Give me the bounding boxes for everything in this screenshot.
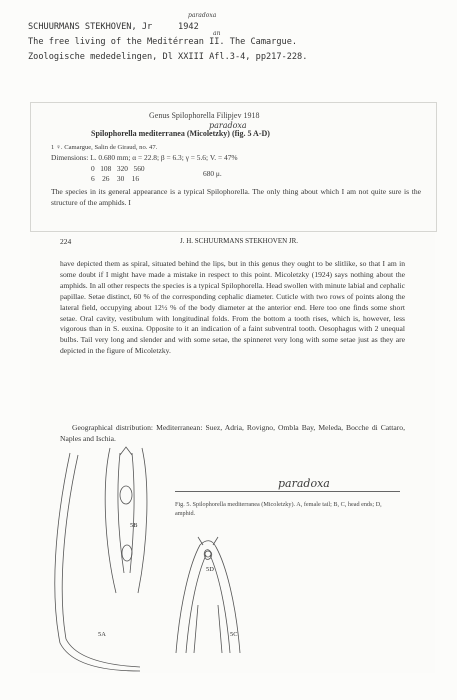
- species-handwritten-correction: paradoxa: [209, 121, 247, 130]
- figure-5-drawing: [30, 233, 435, 673]
- fig-label-5c: 5C: [230, 631, 238, 638]
- fig-label-5d: 5D: [206, 566, 214, 573]
- page-number: 224: [60, 237, 72, 246]
- fig-label-5a: 5A: [98, 631, 106, 638]
- species-heading: Spilophorella mediterranea (Micoletzky) (fig. 5 A-D): [91, 129, 270, 138]
- figure-caption-rule: [175, 491, 400, 492]
- citation-handwritten-note: paradoxa: [188, 12, 217, 19]
- figure-caption: Fig. 5. Spilophorella mediterranea (Micoletzky). A, female tail; B, C, head ends; D, amphid.: [175, 501, 382, 517]
- body-paragraph-1: have depicted them as spiral, situated behind the lips, but in this genus they ought to be slitlike, so that I am in some doubt if I might have made a mistake in respect to this point. Micoletzky (1924) says nothing about the amphids. In all other respects the species is a typical Spilophorella. Head swollen with minute labial and cephalic papillae. Setae distinct, 60 % of the corresponding cephalic diameter. Cuticle with two rows of points along the lateral field, occupying about 12½ % of the body diameter at the anterior end. Here too one finds some short setae. Oral cavity, vestibulum with longitudinal folds. From the bottom a tooth rises, which is, however, less vigorous than in S. euxina. Opposite to it an indication of a faint subventral tooth. Oesophagus with 2 unequal bulbs. Tail very long and slender and with some setae, the spinneret very long with some setae just as they are depicted in the figure of Micoletzky.: [60, 259, 405, 356]
- genus-heading: Genus Spilophorella Filipjev 1918: [149, 111, 260, 120]
- dimensions-row-2: 6 26 30 16: [91, 174, 140, 183]
- intro-text: The species in its general appearance is a typical Spilophorella. The only thing about which I am not quite sure is the structure of the amphids. I: [51, 187, 421, 207]
- dimensions: Dimensions: L. 0.680 mm; α = 22.8; β = 6.3; γ = 5.6; V. = 47%: [51, 153, 238, 162]
- citation-line-3: Zoologische mededelingen, Dl XXIII Afl.3-4, pp217-228.: [28, 52, 308, 62]
- figure-handwritten-label: paradoxa: [278, 477, 330, 490]
- dimensions-row-1: 0 108 320 560: [91, 164, 145, 173]
- citation-line-2: The free living of the Meditérrean II. The Camargue.: [28, 37, 298, 47]
- dimensions-total: 680 μ.: [203, 169, 222, 178]
- locality: 1 ♀. Camargue, Salin de Giraud, no. 47.: [51, 144, 158, 151]
- body-paragraph-2: Geographical distribution: Mediterranean: Suez, Adria, Rovigno, Ombla Bay, Meleda, Bocche di Cattaro, Naples and Ischia.: [60, 423, 405, 443]
- clipping-upper: [30, 102, 437, 232]
- fig-label-5b: 5B: [130, 522, 138, 529]
- running-head: J. H. SCHUURMANS STEKHOVEN JR.: [180, 237, 299, 245]
- citation-line-1: SCHUURMANS STEKHOVEN, Jr 1942: [28, 22, 199, 32]
- citation-handwritten-caret: an: [213, 30, 221, 37]
- typed-citation: [28, 20, 307, 65]
- clipping-lower: [30, 233, 435, 673]
